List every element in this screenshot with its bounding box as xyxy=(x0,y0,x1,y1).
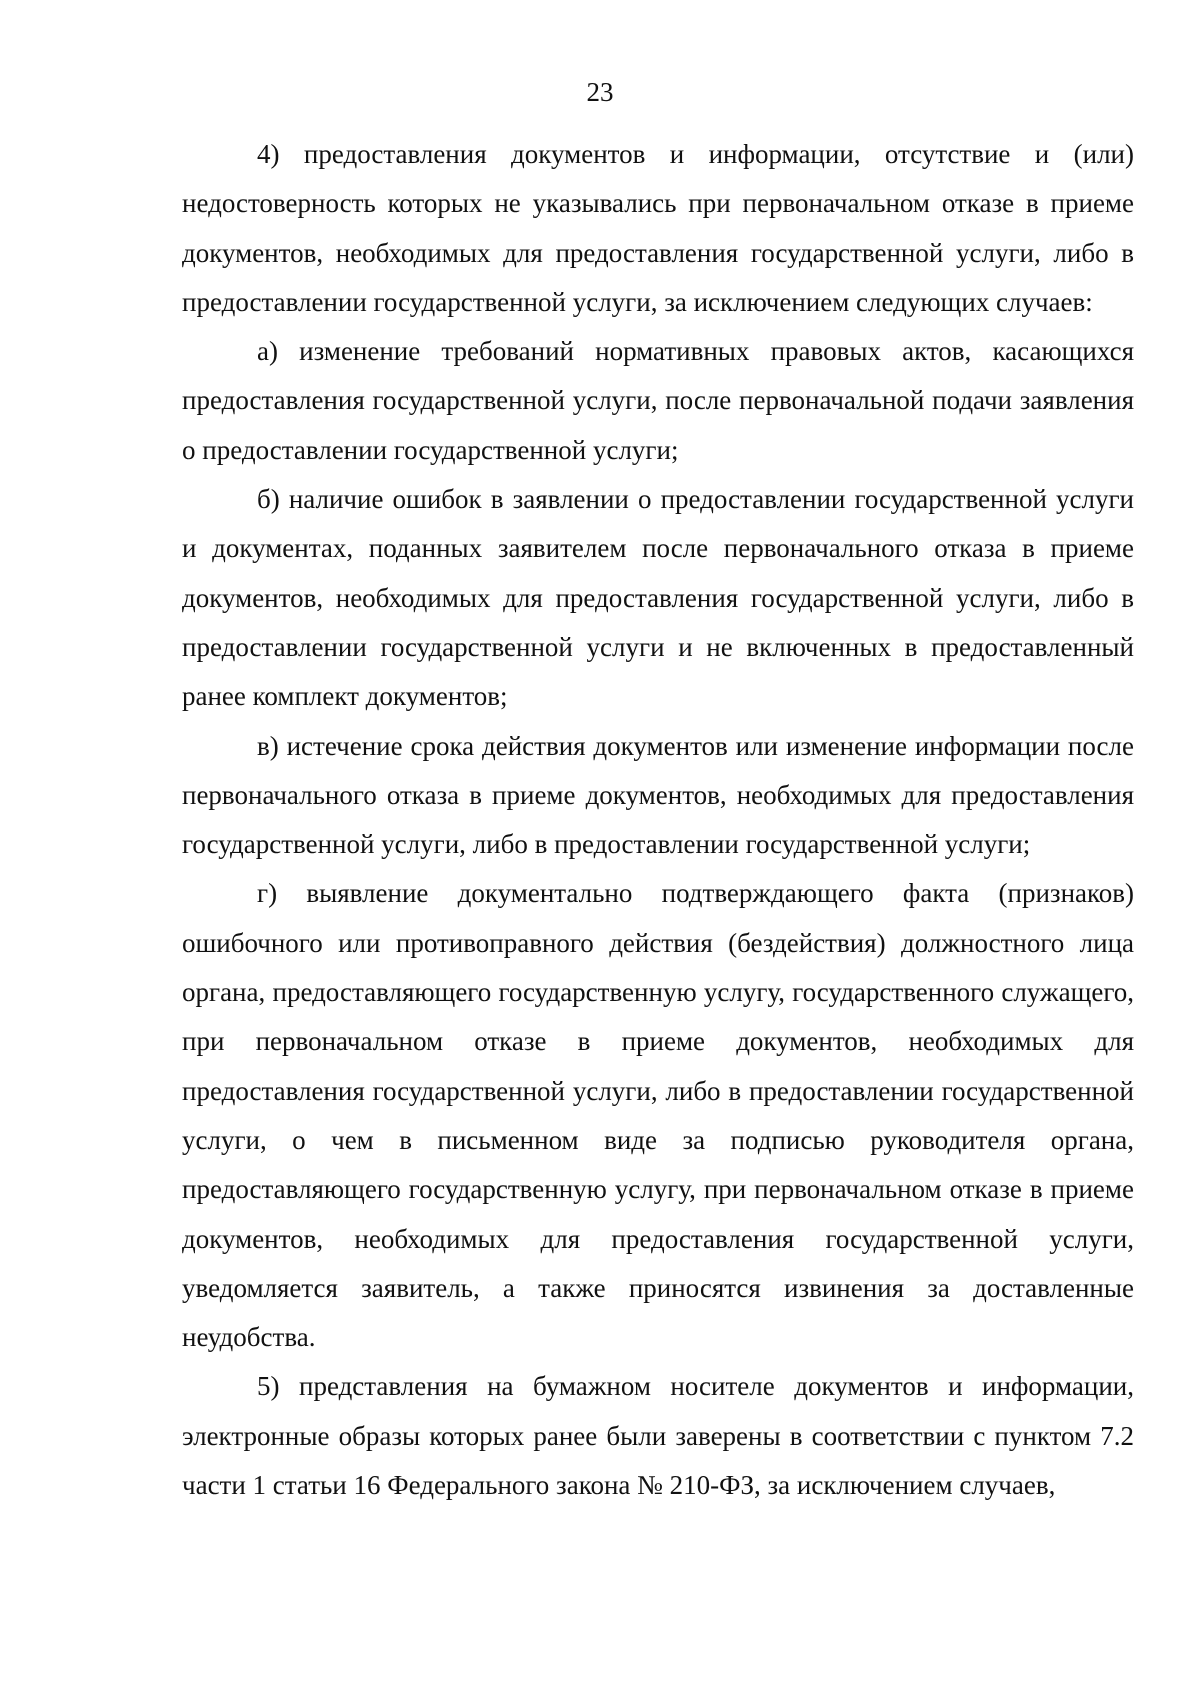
paragraph-subitem-g: г) выявление документально подтверждающего факта (признаков) ошибочного или противоправного действия (бездействия) должностного лица органа, предоставляющего государственную услугу, государственного служащего, при первоначальном отказе в приеме документов, необходимых для предоставления государственной услуги, либо в предоставлении государственной услуги, о чем в письменном виде за подписью руководителя органа, предоставляющего государственную услугу, при первоначальном отказе в приеме документов, необходимых для предоставления государственной услуги, уведомляется заявитель, а также приносятся извинения за доставленные неудобства. xyxy=(182,878,1134,1353)
paragraph-subitem-a: а) изменение требований нормативных правовых актов, касающихся предоставления государственной услуги, после первоначальной подачи заявления о предоставлении государственной услуги; xyxy=(182,336,1134,465)
paragraph-item-4: 4) предоставления документов и информации, отсутствие и (или) недостоверность которых не указывались при первоначальном отказе в приеме документов, необходимых для предоставления государственной услуги, либо в предоставлении государственной услуги, за исключением следующих случаев: xyxy=(182,139,1134,317)
paragraph-subitem-b: б) наличие ошибок в заявлении о предоставлении государственной услуги и документах, поданных заявителем после первоначального отказа в приеме документов, необходимых для предоставления государственной услуги, либо в предоставлении государственной услуги и не включенных в предоставленный ранее комплект документов; xyxy=(182,484,1134,712)
page-number: 23 xyxy=(586,77,614,107)
paragraph-item-5: 5) представления на бумажном носителе документов и информации, электронные образы которых ранее были заверены в соответствии с пунктом 7.2 части 1 статьи 16 Федерального закона № 210-ФЗ, за исключением случаев, xyxy=(182,1371,1134,1501)
document-body xyxy=(182,130,1134,1510)
paragraph-subitem-v: в) истечение срока действия документов или изменение информации после первоначального отказа в приеме документов, необходимых для предоставления государственной услуги, либо в предоставлении государственной услуги; xyxy=(182,730,1134,860)
